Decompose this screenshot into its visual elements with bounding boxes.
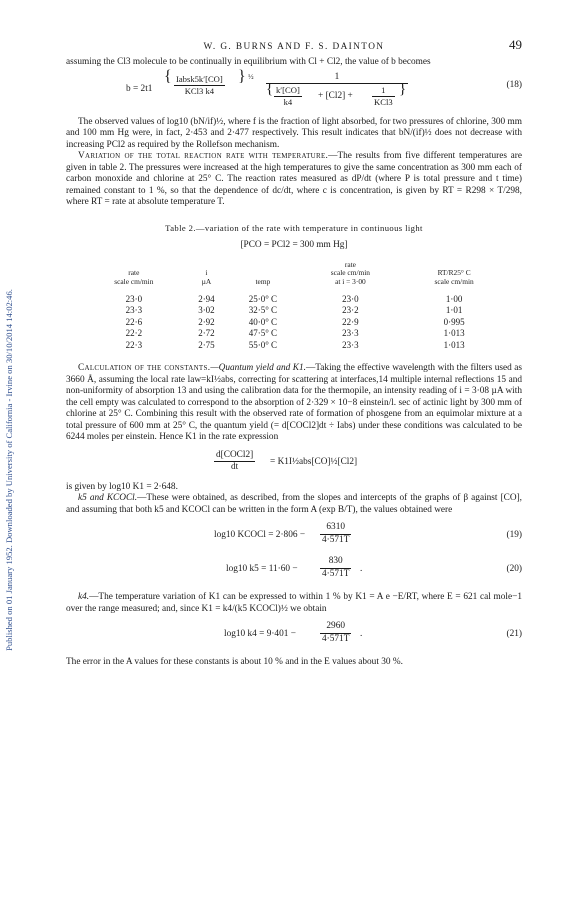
table-cell: 0·995 xyxy=(443,316,465,327)
section-heading-variation: Variation of the total reaction rate with temperature. xyxy=(78,151,329,161)
equation-rate xyxy=(66,448,522,478)
table-cell: 2·92 xyxy=(198,316,215,327)
table-cell: 23·0 xyxy=(342,294,359,304)
table-cell: 3·02 xyxy=(198,305,215,316)
eq21-number: (21) xyxy=(506,629,522,640)
eq18-bracket-num: Iabsk5k′[CO] xyxy=(174,74,225,87)
table-cell: 23·0 xyxy=(125,294,143,304)
subheading-k4: k4. xyxy=(78,592,90,603)
running-header xyxy=(66,37,522,56)
table-cell: 23·2 xyxy=(342,305,359,316)
table-cell: 40·0° C xyxy=(248,316,278,327)
eq18-den3-num: 1 xyxy=(372,85,395,98)
table-cell: 55·0° C xyxy=(248,339,278,350)
eq20-fraction xyxy=(320,556,351,580)
equation-18 xyxy=(66,67,522,111)
eq20-num: 830 xyxy=(320,556,351,569)
section-heading-calculation: Calculation of the constants. xyxy=(78,363,211,374)
column-header: temp xyxy=(255,276,271,286)
table-2-condition: [PCO = PCl2 = 300 mm Hg] xyxy=(240,240,348,250)
eq21-trail: . xyxy=(360,629,363,640)
table-header-row xyxy=(82,260,506,295)
table-cell: 22·6 xyxy=(125,316,143,327)
table-2 xyxy=(66,223,522,352)
download-watermark-text: Published on 01 January 1952. Downloaded by University of California - Irvine on 30/10/2014 14:02:46. xyxy=(4,289,14,651)
table-cell: 22·3 xyxy=(125,339,143,350)
eq19-fraction xyxy=(320,522,351,546)
eq18-bracket-fraction xyxy=(174,74,225,98)
table-cell: 32·5° C xyxy=(248,305,278,316)
table-row xyxy=(82,340,506,351)
eq21-lhs: log10 k4 = 9·401 − xyxy=(224,629,296,640)
eq20-lhs: log10 k5 = 11·60 − xyxy=(226,564,298,575)
eq18-number: (18) xyxy=(506,79,522,90)
table-row xyxy=(82,328,506,339)
download-watermark xyxy=(4,0,18,911)
eq-rate-num: d[COCl2] xyxy=(214,450,255,463)
eq19-number: (19) xyxy=(506,530,522,541)
subheading-quantum-yield: —Quantum yield and K1. xyxy=(210,363,306,374)
table-cell: 23·3 xyxy=(125,305,143,316)
eq18-bracket-den: KCl3 k4 xyxy=(184,86,215,96)
table-cell: 1·00 xyxy=(445,294,463,304)
eq19-den: 4·571T xyxy=(322,534,350,545)
eq18-open-brace: { xyxy=(164,67,172,85)
paragraph-6-text: —These were obtained, as described, from the slopes and intercepts of the graphs of β against [CO], and assuming that both k5 and KCOCl can be written in the form A (exp B/T), the values obtained were xyxy=(66,493,523,515)
paragraph-8: The error in the A values for these constants is about 10 % and in the E values about 30 %. xyxy=(66,657,403,668)
eq21-fraction xyxy=(320,621,351,645)
header-authors: W. G. BURNS AND F. S. DAINTON xyxy=(203,42,385,52)
table-cell: 22·2 xyxy=(125,328,143,339)
table-cell: 1·01 xyxy=(445,305,463,316)
eq18-den1-den: k4 xyxy=(283,97,293,107)
paragraph-2: The observed values of log10 (bN/if)½, where f is the fraction of light absorbed, for two pressures of chlorine, 300 mm and 100 mm Hg were, in fact, 2·453 and 2·477 respectively. This result indicates that bN/(if)½ does not decrease with increasing PCl2 as required by the Rollefson mechanism. xyxy=(66,116,522,150)
paragraph-4-text: —Taking the effective wavelength with the filters used as 3660 Å, assuming the local rate law=kI½abs, correcting for scattering at interfaces,14 multiple internal reflections 15 and non-uniformity of absorption 13 and using the calibration data for the thermopile, an intensity reading of i = 3·08 µA with the cell empty was calculated to correspond to the absorption of 2·329 × 10−8 einstein/l. sec of actinic light by 300 mm of chlorine at 25° C. Combining this result with the observed rate of formation of phosgene from an equimolar mixture at a total pressure of 600 mm at 25° C, the quantum yield (= d[COCl2]dt ÷ Iabs) under these conditions was calculated to be 6244 moles per einstein. Hence K1 in the rate expression xyxy=(66,363,523,443)
paragraph-3-text: —The results from five different temperatures are given in table 2. The pressures were increased at the high temperatures to give the same concentration as 300 mm each of carbon monoxide and chlorine at 25° C. The reaction rates measured as dP/dt (where P is total pressure and t time) remained constant to 1 %, so that the dependence of dc/dt, where c is concentration, is given by RT = R298 × T/298, where RT = rate at absolute temperature T. xyxy=(66,151,522,207)
table-cell: 47·5° C xyxy=(248,328,278,339)
table-cell: 23·3 xyxy=(342,328,359,339)
eq18-close-brace: } xyxy=(238,67,246,85)
table-cell: 22·9 xyxy=(342,316,359,327)
eq18-den-close-brace: } xyxy=(399,80,407,97)
eq21-num: 2960 xyxy=(320,621,351,634)
column-header: rate scale cm/min at i = 3·00 xyxy=(330,259,370,286)
eq19-num: 6310 xyxy=(320,522,351,535)
eq18-power: ½ xyxy=(248,71,254,81)
table-cell: 2·75 xyxy=(198,339,215,350)
table-2-caption: Table 2.—variation of the rate with temperature in continuous light xyxy=(165,222,423,233)
eq18-den-fraction-1 xyxy=(274,85,302,109)
table-cell: 2·94 xyxy=(198,294,215,304)
eq-rate-fraction xyxy=(214,450,255,474)
table-cell: 1·013 xyxy=(443,328,465,339)
eq18-den3-den: KCl3 xyxy=(374,97,393,107)
equation-20 xyxy=(66,556,522,584)
eq20-number: (20) xyxy=(506,564,522,575)
subheading-k5: k5 and KCOCl. xyxy=(78,493,138,504)
table-row xyxy=(82,305,506,316)
paragraph-4 xyxy=(66,363,522,444)
paragraph-1: assuming the Cl3 molecule to be continually in equilibrium with Cl + Cl2, the value of b becomes xyxy=(66,57,431,67)
table-cell: 23·3 xyxy=(342,339,359,350)
eq18-lhs: b = 2t1 xyxy=(126,83,153,94)
eq21-den: 4·571T xyxy=(322,633,350,644)
paragraph-7-text: —The temperature variation of K1 can be expressed to within 1 % by K1 = A e −E/RT, where E = 621 cal mole−1 over the range measured; and, since K1 = k4/(k5 KCOCl)½ we obtain xyxy=(66,592,522,614)
eq18-den-part2: + [Cl2] + xyxy=(318,90,353,101)
eq-rate-den: dt xyxy=(230,462,239,473)
eq19-lhs: log10 KCOCl = 2·806 − xyxy=(214,530,306,541)
paragraph-5: is given by log10 K1 = 2·648. xyxy=(66,481,178,492)
eq18-den1-num: k′[CO] xyxy=(274,85,302,98)
table-cell: 1·013 xyxy=(443,339,465,350)
equation-21 xyxy=(66,621,522,649)
column-header: RT/R25° C scale cm/min xyxy=(434,268,474,286)
eq18-den-open-brace: { xyxy=(266,80,274,97)
table-row xyxy=(82,317,506,328)
equation-19 xyxy=(66,522,522,550)
column-header: i µA xyxy=(201,268,212,286)
page-number: 49 xyxy=(509,37,522,52)
eq20-trail: . xyxy=(360,564,363,575)
eq-rate-rhs: = K1I½abs[CO]½[Cl2] xyxy=(270,456,358,467)
table-row xyxy=(82,294,506,305)
eq18-denominator xyxy=(266,80,408,110)
eq18-one: 1 xyxy=(266,72,408,84)
table-2-grid xyxy=(82,260,506,352)
paragraph-6 xyxy=(66,493,522,516)
eq20-den: 4·571T xyxy=(322,568,350,579)
eq18-den-fraction-3 xyxy=(372,85,395,109)
paragraph-7 xyxy=(66,592,522,615)
column-header: rate scale cm/min xyxy=(114,268,154,286)
table-cell: 2·72 xyxy=(198,328,215,339)
paragraph-3 xyxy=(66,151,522,209)
table-cell: 25·0° C xyxy=(248,294,278,304)
